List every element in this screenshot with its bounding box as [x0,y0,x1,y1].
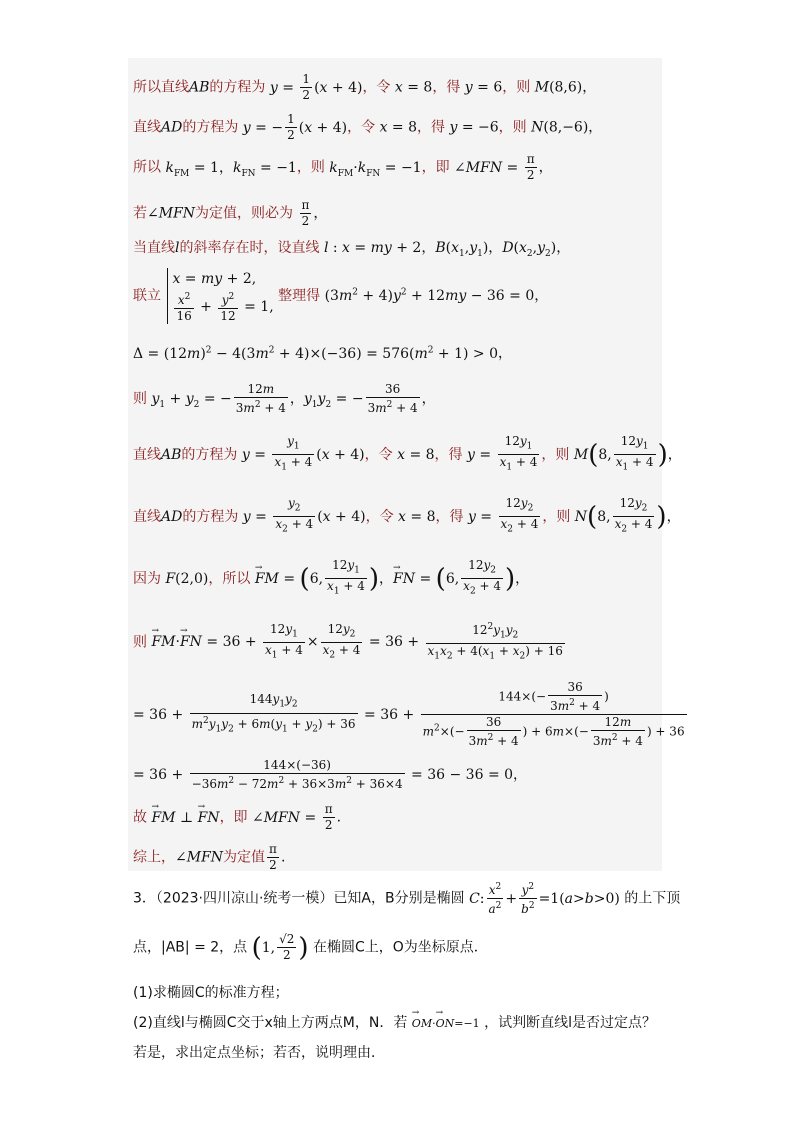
solution-line-12: 则 → FM·→ FN = 36 + $\frac{12y_1}{x_1 + 4}$ × $\frac{12y_2}{x_2 + 4}$ = 36 + $\frac{12^2y_1y_2}{x_1x_2 + 4(x_1 + x_2) + 16}$ [133,620,567,665]
solution-line-16: 综上，∠MFN为定值 $\frac{\pi}{2}$ . [133,842,286,872]
solution-line-2: 直线AD的方程为 y = − $\frac{1}{2}$ (x + 4)，令 x = 8，得 y = −6，则 N(8,−6)， [133,112,603,142]
solution-line-5: 当直线l的斜率存在时，设直线 l : x = my + 2，$B(x_1,y_1)$，$D(x_2,y_2)$， [133,240,571,259]
solution-line-4: 若∠MFN为定值，则必为 $\frac{\pi}{2}$ ， [133,198,328,228]
solution-line-15: 故 → FM ⊥ → FN，即 ∠MFN = $\frac{\pi}{2}$ . [133,802,341,833]
solution-line-11: 因为 F(2,0)，所以 → FM = (6, $\frac{12y_1}{x_1 + 4}$ )，→ FN = (6, $\frac{12y_2}{x_2 + 4}$ )， [133,558,529,600]
solution-line-14: = 36 + $\frac{144\times(-36)}{-36m^2 - 72m^2 + 36\times 3m^2 + 36\times 4}$ = 36 − 36 = 0， [133,758,528,791]
problem-3-part-3: 若是，求出定点坐标；若否，说明理由． [133,1045,385,1061]
solution-line-9: 直线AB的方程为 y = $\frac{y_1}{x_1 + 4}$ (x + 4)，令 x = 8，得 y = $\frac{12y_1}{x_1 + 4}$ ，则 M(8, $\frac{12y_1}{x_1 + 4}$ )， [133,434,682,473]
solution-line-8: 则 $y_1 + y_2$ = − $\frac{12m}{3m^2 + 4}$ ，$y_1y_2$ = − $\frac{36}{3m^2 + 4}$ ， [133,382,436,415]
equation-system: x = my + 2, $\frac{x^2}{16}$ + $\frac{y^2}{12}$ = 1, [167,268,273,324]
solution-line-7: $\Delta = (12m)^2 - 4(3m^2 + 4)\times(-36) = 576(m^2 + 1) > 0$， [133,345,513,362]
problem-3-part-2: (2)直线l与椭圆C交于x轴上方两点M，N．若 → OM·→ ON=−1 ，试判断直线l是否过定点？ [133,1012,656,1035]
problem-3-stem: 3．（2023·四川凉山·统考一模）已知A，B分别是椭圆 C: $\frac{x^2}{a^2}$ + $\frac{y^2}{b^2}$ =1(a>b>0) 的上下顶 [133,882,681,916]
solution-line-6: 联立 x = my + 2, $\frac{x^2}{16}$ + $\frac{y^2}{12}$ = 1, 整理得 $(3m^2 + 4)y^2 + 12my - 36 = 0$， [133,268,548,324]
solution-line-13: = 36 + $\frac{144y_1y_2}{m^2y_1y_2 + 6m(y_1 + y_2) + 36}$ = 36 + 144×(− $\frac{36}{3m^2 + 4}$ ) $m^2\times(-$ $\frac{36}{3m^2 + 4}$ ) + 6m×(− $\frac{12m}{3m^2 + 4}$ ) + 36 [133,680,685,748]
solution-line-3: 所以 $k_{FM} = 1$，$k_{FN} = -1$，则 $k_{FM}\cdot k_{FN} = -1$，即 ∠MFN = $\frac{\pi}{2}$ ， [133,152,553,182]
solution-line-10: 直线AD的方程为 y = $\frac{y_2}{x_2 + 4}$ (x + 4)，令 x = 8，得 y = $\frac{12y_2}{x_2 + 4}$ ，则 N(8, $\frac{12y_2}{x_2 + 4}$ )， [133,496,681,535]
problem-3-stem-2: 点，|AB| = 2，点 (1, $\frac{√2}{2}$ ) 在椭圆C上，O为坐标原点． [133,932,488,963]
solution-line-1: 所以直线AB的方程为 y = $\frac{1}{2}$ (x + 4)，令 x = 8，得 y = 6，则 M(8,6)， [133,72,597,102]
problem-3-part-1: (1)求椭圆C的标准方程； [133,985,289,1001]
